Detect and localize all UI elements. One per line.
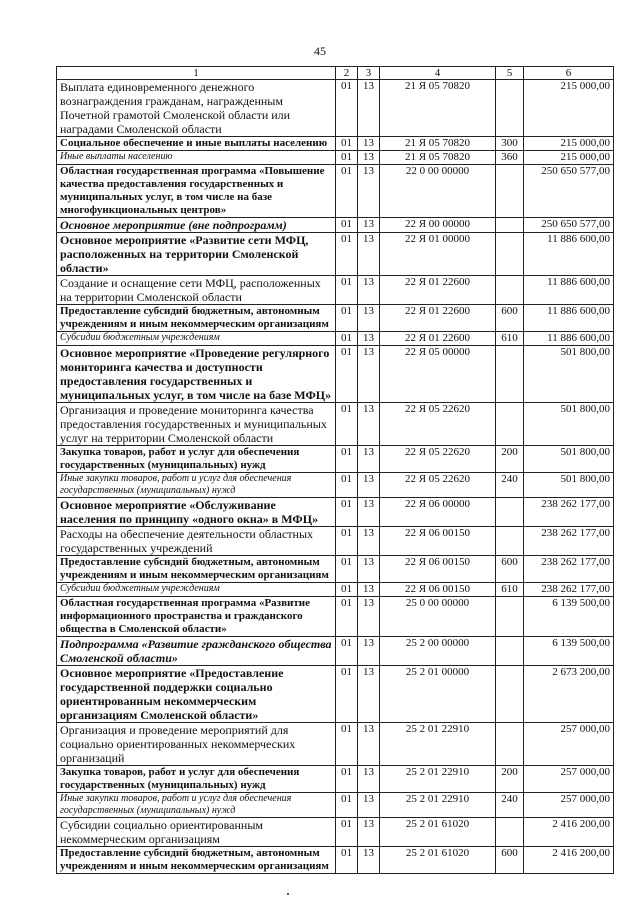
target-article-cell: 22 0 00 00000 (380, 165, 496, 218)
amount-cell: 257 000,00 (524, 793, 614, 818)
amount-cell: 257 000,00 (524, 766, 614, 793)
amount-cell: 6 139 500,00 (524, 597, 614, 637)
expense-type-cell (496, 346, 524, 403)
target-article-cell: 22 Я 05 22620 (380, 403, 496, 446)
target-article-cell: 22 Я 01 22600 (380, 276, 496, 305)
table-row (57, 305, 614, 332)
column-header: 3 (358, 67, 380, 80)
subsection-code-cell: 13 (358, 498, 380, 527)
table-row (57, 473, 614, 498)
section-code-cell: 01 (336, 346, 358, 403)
subsection-code-cell: 13 (358, 165, 380, 218)
expense-type-cell: 200 (496, 766, 524, 793)
expense-type-cell (496, 165, 524, 218)
subsection-code-cell: 13 (358, 80, 380, 137)
expense-type-cell (496, 527, 524, 556)
section-code-cell: 01 (336, 403, 358, 446)
target-article-cell: 25 2 01 61020 (380, 818, 496, 847)
item-name-cell: Основное мероприятие «Развитие сети МФЦ, расположенных на территории Смоленской области» (57, 233, 336, 276)
table-row (57, 847, 614, 874)
amount-cell: 215 000,00 (524, 80, 614, 137)
amount-cell: 6 139 500,00 (524, 637, 614, 666)
section-code-cell: 01 (336, 498, 358, 527)
table-row (57, 403, 614, 446)
expense-type-cell (496, 637, 524, 666)
table-row (57, 218, 614, 233)
subsection-code-cell: 13 (358, 637, 380, 666)
table-row (57, 818, 614, 847)
amount-cell: 11 886 600,00 (524, 276, 614, 305)
section-code-cell: 01 (336, 276, 358, 305)
subsection-code-cell: 13 (358, 793, 380, 818)
section-code-cell: 01 (336, 233, 358, 276)
expense-type-cell (496, 218, 524, 233)
expense-type-cell: 600 (496, 556, 524, 583)
subsection-code-cell: 13 (358, 597, 380, 637)
item-name-cell: Создание и оснащение сети МФЦ, расположенных на территории Смоленской области (57, 276, 336, 305)
expense-type-cell (496, 723, 524, 766)
item-name-cell: Социальное обеспечение и иные выплаты населению (57, 137, 336, 151)
item-name-cell: Областная государственная программа «Повышение качества предоставления государственных и муниципальных услуг, в том числе на базе многофункциональных центров» (57, 165, 336, 218)
amount-cell: 11 886 600,00 (524, 233, 614, 276)
target-article-cell: 25 0 00 00000 (380, 597, 496, 637)
item-name-cell: Организация и проведение мониторинга качества предоставления государственных и муниципальных услуг на территории Смоленской области (57, 403, 336, 446)
column-header: 4 (380, 67, 496, 80)
subsection-code-cell: 13 (358, 818, 380, 847)
section-code-cell: 01 (336, 766, 358, 793)
subsection-code-cell: 13 (358, 556, 380, 583)
table-row (57, 556, 614, 583)
section-code-cell: 01 (336, 151, 358, 165)
amount-cell: 501 800,00 (524, 473, 614, 498)
table-row (57, 723, 614, 766)
amount-cell: 257 000,00 (524, 723, 614, 766)
amount-cell: 2 416 200,00 (524, 818, 614, 847)
item-name-cell: Предоставление субсидий бюджетным, автономным учреждениям и иным некоммерческим организациям (57, 847, 336, 874)
item-name-cell: Субсидии бюджетным учреждениям (57, 583, 336, 597)
item-name-cell: Расходы на обеспечение деятельности областных государственных учреждений (57, 527, 336, 556)
item-name-cell: Основное мероприятие «Предоставление государственной поддержки социально ориентированным некоммерческим организациям Смоленской области» (57, 666, 336, 723)
target-article-cell: 22 Я 05 00000 (380, 346, 496, 403)
subsection-code-cell: 13 (358, 305, 380, 332)
target-article-cell: 22 Я 01 00000 (380, 233, 496, 276)
subsection-code-cell: 13 (358, 847, 380, 874)
section-code-cell: 01 (336, 80, 358, 137)
amount-cell: 2 416 200,00 (524, 847, 614, 874)
target-article-cell: 21 Я 05 70820 (380, 137, 496, 151)
section-code-cell: 01 (336, 818, 358, 847)
section-code-cell: 01 (336, 597, 358, 637)
table-row (57, 527, 614, 556)
section-code-cell: 01 (336, 473, 358, 498)
section-code-cell: 01 (336, 446, 358, 473)
expense-type-cell: 300 (496, 137, 524, 151)
table-row (57, 583, 614, 597)
amount-cell: 238 262 177,00 (524, 498, 614, 527)
expense-type-cell: 610 (496, 332, 524, 346)
subsection-code-cell: 13 (358, 527, 380, 556)
target-article-cell: 22 Я 01 22600 (380, 305, 496, 332)
expense-type-cell: 610 (496, 583, 524, 597)
table-header-row (57, 67, 614, 80)
item-name-cell: Иные закупки товаров, работ и услуг для обеспечения государственных (муниципальных) нужд (57, 793, 336, 818)
target-article-cell: 25 2 01 00000 (380, 666, 496, 723)
section-code-cell: 01 (336, 137, 358, 151)
target-article-cell: 22 Я 01 22600 (380, 332, 496, 346)
subsection-code-cell: 13 (358, 403, 380, 446)
item-name-cell: Иные закупки товаров, работ и услуг для обеспечения государственных (муниципальных) нужд (57, 473, 336, 498)
subsection-code-cell: 13 (358, 233, 380, 276)
subsection-code-cell: 13 (358, 137, 380, 151)
amount-cell: 238 262 177,00 (524, 527, 614, 556)
target-article-cell: 22 Я 05 22620 (380, 473, 496, 498)
table-row (57, 793, 614, 818)
table-row (57, 332, 614, 346)
column-header: 5 (496, 67, 524, 80)
scan-speck (287, 893, 289, 895)
subsection-code-cell: 13 (358, 723, 380, 766)
item-name-cell: Выплата единовременного денежного вознаграждения гражданам, награжденным Почетной грамотой Смоленской области или наградами Смоленской области (57, 80, 336, 137)
expense-type-cell (496, 666, 524, 723)
amount-cell: 2 673 200,00 (524, 666, 614, 723)
amount-cell: 11 886 600,00 (524, 305, 614, 332)
section-code-cell: 01 (336, 583, 358, 597)
section-code-cell: 01 (336, 793, 358, 818)
target-article-cell: 25 2 01 22910 (380, 793, 496, 818)
expense-type-cell (496, 80, 524, 137)
amount-cell: 250 650 577,00 (524, 165, 614, 218)
subsection-code-cell: 13 (358, 666, 380, 723)
item-name-cell: Иные выплаты населению (57, 151, 336, 165)
target-article-cell: 25 2 01 22910 (380, 723, 496, 766)
subsection-code-cell: 13 (358, 583, 380, 597)
target-article-cell: 21 Я 05 70820 (380, 80, 496, 137)
expense-type-cell (496, 498, 524, 527)
item-name-cell: Субсидии бюджетным учреждениям (57, 332, 336, 346)
expense-type-cell: 240 (496, 793, 524, 818)
item-name-cell: Организация и проведение мероприятий для социально ориентированных некоммерческих организаций (57, 723, 336, 766)
item-name-cell: Закупка товаров, работ и услуг для обеспечения государственных (муниципальных) нужд (57, 766, 336, 793)
table-row (57, 276, 614, 305)
item-name-cell: Основное мероприятие «Проведение регулярного мониторинга качества и доступности предоставления государственных и муниципальных услуг, в том числе на базе МФЦ» (57, 346, 336, 403)
target-article-cell: 21 Я 05 70820 (380, 151, 496, 165)
expense-type-cell: 360 (496, 151, 524, 165)
expense-type-cell: 600 (496, 305, 524, 332)
table-row (57, 446, 614, 473)
item-name-cell: Основное мероприятие (вне подпрограмм) (57, 218, 336, 233)
expense-type-cell: 600 (496, 847, 524, 874)
item-name-cell: Субсидии социально ориентированным некоммерческим организациям (57, 818, 336, 847)
target-article-cell: 25 2 01 61020 (380, 847, 496, 874)
expense-type-cell (496, 276, 524, 305)
section-code-cell: 01 (336, 847, 358, 874)
section-code-cell: 01 (336, 527, 358, 556)
amount-cell: 238 262 177,00 (524, 556, 614, 583)
item-name-cell: Закупка товаров, работ и услуг для обеспечения государственных (муниципальных) нужд (57, 446, 336, 473)
amount-cell: 501 800,00 (524, 403, 614, 446)
expense-type-cell: 200 (496, 446, 524, 473)
subsection-code-cell: 13 (358, 346, 380, 403)
table-row (57, 233, 614, 276)
section-code-cell: 01 (336, 165, 358, 218)
amount-cell: 215 000,00 (524, 151, 614, 165)
subsection-code-cell: 13 (358, 276, 380, 305)
amount-cell: 238 262 177,00 (524, 583, 614, 597)
table-body (57, 80, 614, 874)
section-code-cell: 01 (336, 723, 358, 766)
target-article-cell: 25 2 01 22910 (380, 766, 496, 793)
table-row (57, 151, 614, 165)
amount-cell: 501 800,00 (524, 346, 614, 403)
target-article-cell: 22 Я 06 00150 (380, 527, 496, 556)
section-code-cell: 01 (336, 637, 358, 666)
table-row (57, 766, 614, 793)
column-header: 6 (524, 67, 614, 80)
subsection-code-cell: 13 (358, 766, 380, 793)
amount-cell: 11 886 600,00 (524, 332, 614, 346)
target-article-cell: 22 Я 05 22620 (380, 446, 496, 473)
item-name-cell: Основное мероприятие «Обслуживание населения по принципу «одного окна» в МФЦ» (57, 498, 336, 527)
section-code-cell: 01 (336, 332, 358, 346)
subsection-code-cell: 13 (358, 151, 380, 165)
target-article-cell: 25 2 00 00000 (380, 637, 496, 666)
item-name-cell: Предоставление субсидий бюджетным, автономным учреждениям и иным некоммерческим организациям (57, 556, 336, 583)
expense-type-cell (496, 597, 524, 637)
target-article-cell: 22 Я 06 00000 (380, 498, 496, 527)
amount-cell: 250 650 577,00 (524, 218, 614, 233)
table-row (57, 137, 614, 151)
table-row (57, 597, 614, 637)
section-code-cell: 01 (336, 556, 358, 583)
table-row (57, 165, 614, 218)
subsection-code-cell: 13 (358, 446, 380, 473)
expense-type-cell (496, 818, 524, 847)
target-article-cell: 22 Я 06 00150 (380, 583, 496, 597)
expense-type-cell (496, 233, 524, 276)
expense-type-cell (496, 403, 524, 446)
table-row (57, 637, 614, 666)
page-number: 45 (314, 44, 326, 58)
column-header: 2 (336, 67, 358, 80)
item-name-cell: Предоставление субсидий бюджетным, автономным учреждениям и иным некоммерческим организациям (57, 305, 336, 332)
column-header: 1 (57, 67, 336, 80)
target-article-cell: 22 Я 06 00150 (380, 556, 496, 583)
table-row (57, 498, 614, 527)
budget-table (56, 66, 614, 874)
subsection-code-cell: 13 (358, 218, 380, 233)
amount-cell: 215 000,00 (524, 137, 614, 151)
item-name-cell: Областная государственная программа «Развитие информационного пространства и гражданского общества в Смоленской области» (57, 597, 336, 637)
table-row (57, 346, 614, 403)
expense-type-cell: 240 (496, 473, 524, 498)
subsection-code-cell: 13 (358, 332, 380, 346)
section-code-cell: 01 (336, 305, 358, 332)
subsection-code-cell: 13 (358, 473, 380, 498)
table-row (57, 80, 614, 137)
table-row (57, 666, 614, 723)
target-article-cell: 22 Я 00 00000 (380, 218, 496, 233)
section-code-cell: 01 (336, 666, 358, 723)
section-code-cell: 01 (336, 218, 358, 233)
amount-cell: 501 800,00 (524, 446, 614, 473)
item-name-cell: Подпрограмма «Развитие гражданского общества Смоленской области» (57, 637, 336, 666)
